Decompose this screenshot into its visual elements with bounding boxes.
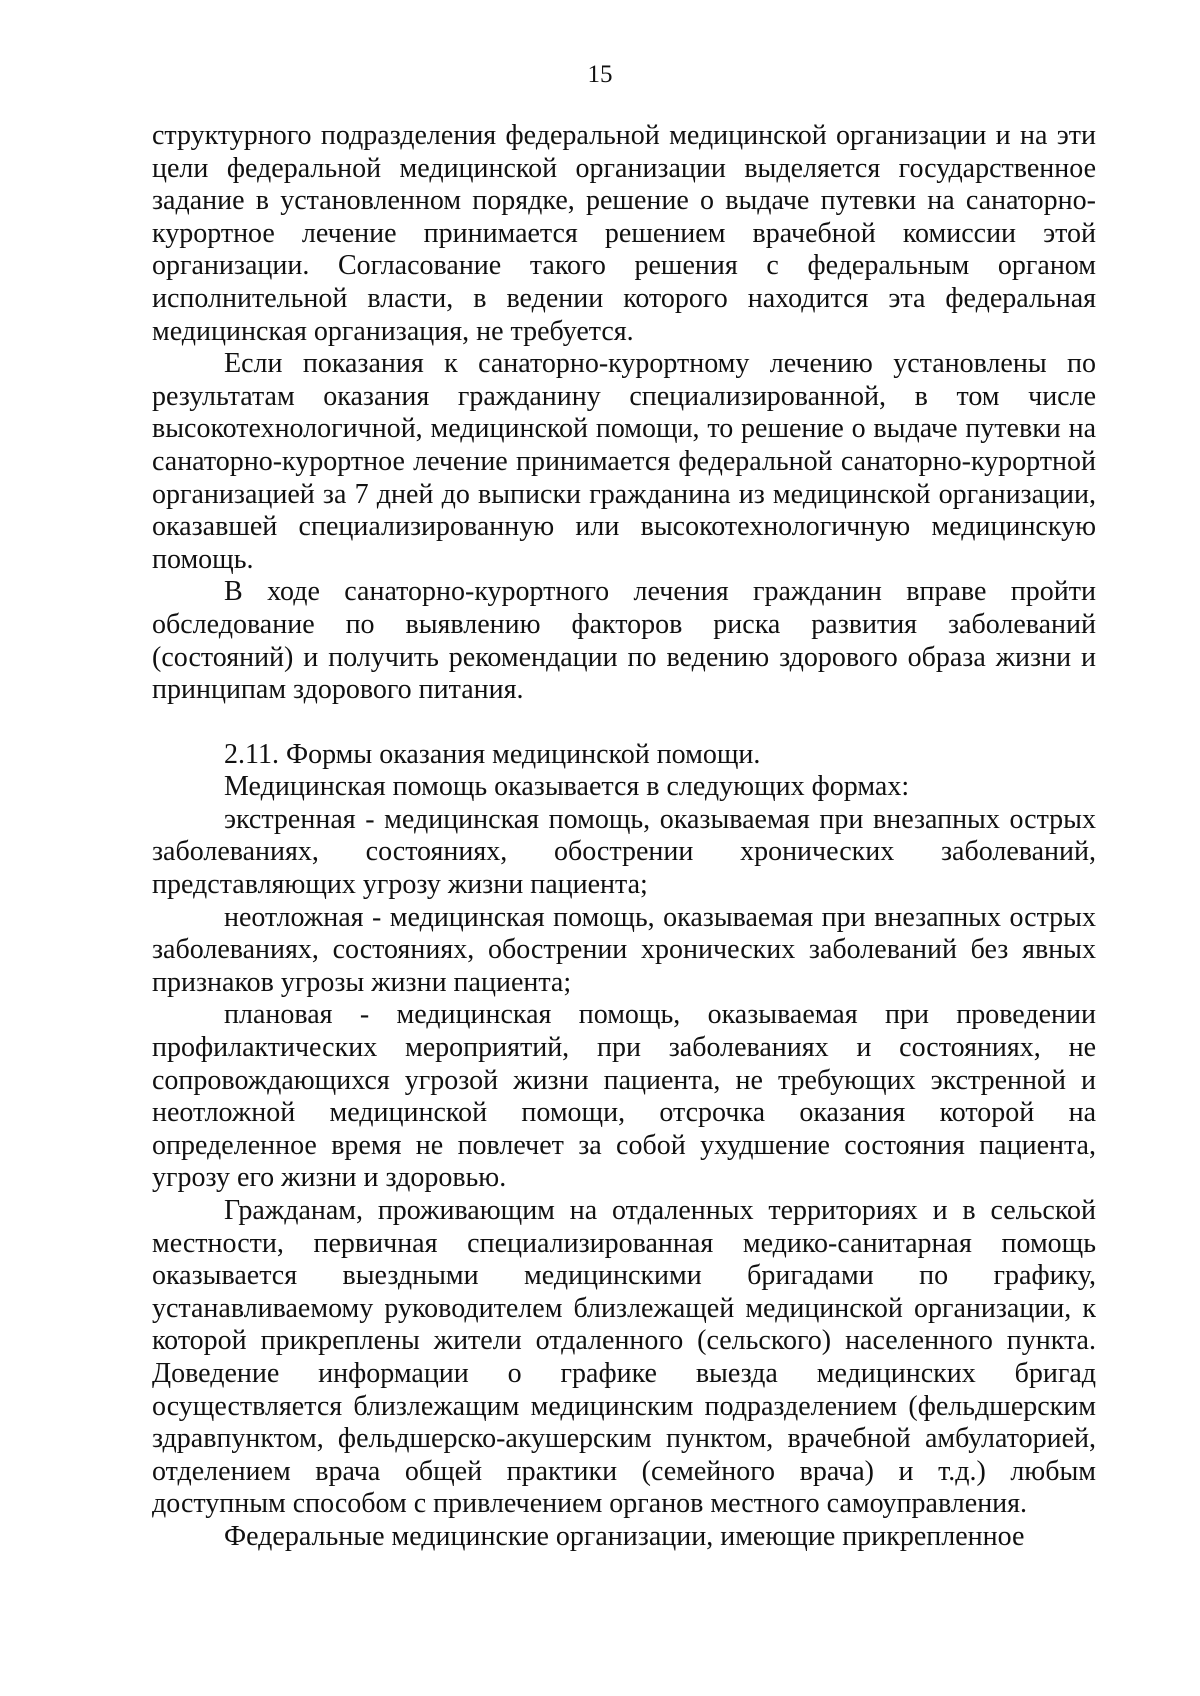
paragraph-emergency-form: экстренная - медицинская помощь, оказываемая при внезапных острых заболеваниях, состояниях, обострении хронических заболеваний, представляющих угрозу жизни пациента;	[152, 803, 1096, 901]
paragraph-continuation: структурного подразделения федеральной медицинской организации и на эти цели федеральной медицинской организации выделяется государственное задание в установленном порядке, решение о выдаче путевки на санаторно-курортное лечение принимается решением врачебной комиссии этой организации. Согласование такого решения с федеральным органом исполнительной власти, в ведении которого находится эта федеральная медицинская организация, не требуется.	[152, 120, 1096, 347]
section-spacer	[152, 707, 1096, 739]
paragraph-planned-form: плановая - медицинская помощь, оказываемая при проведении профилактических мероприятий, при заболеваниях и состояниях, не сопровождающихся угрозой жизни пациента, не требующих экстренной и неотложной медицинской помощи, отсрочка оказания которой на определенное время не повлечет за собой ухудшение состояния пациента, угрозу его жизни и здоровью.	[152, 999, 1096, 1194]
paragraph-sanatorium-examination: В ходе санаторно-курортного лечения гражданин вправе пройти обследование по выявлению факторов риска развития заболеваний (состояний) и получить рекомендации по ведению здорового образа жизни и принципам здорового питания.	[152, 576, 1096, 706]
document-body	[152, 120, 1096, 1554]
section-heading: 2.11. Формы оказания медицинской помощи.	[224, 738, 761, 770]
paragraph-urgent-form: неотложная - медицинская помощь, оказываемая при внезапных острых заболеваниях, состояниях, обострении хронических заболеваний без явных признаков угрозы жизни пациента;	[152, 901, 1096, 998]
page-number: 15	[587, 61, 613, 88]
paragraph-federal-organizations: Федеральные медицинские организации, имеющие прикрепленное	[224, 1520, 1025, 1552]
paragraph-rural-care: Гражданам, проживающим на отдаленных территориях и в сельской местности, первичная специализированная медико-санитарная помощь оказывается выездными медицинскими бригадами по графику, устанавливаемому руководителем близлежащей медицинской организации, к которой прикреплены жители отдаленного (сельского) населенного пункта. Доведение информации о графике выезда медицинских бригад осуществляется близлежащим медицинским подразделением (фельдшерским здравпунктом, фельдшерско-акушерским пунктом, врачебной амбулаторией, отделением врача общей практики (семейного врача) и т.д.) любым доступным способом с привлечением органов местного самоуправления.	[152, 1195, 1096, 1520]
paragraph-sanatorium-indications: Если показания к санаторно-курортному лечению установлены по результатам оказания гражданину специализированной, в том числе высокотехнологичной, медицинской помощи, то решение о выдаче путевки на санаторно-курортное лечение принимается федеральной санаторно-курортной организацией за 7 дней до выписки гражданина из медицинской организации, оказавшей специализированную или высокотехнологичную медицинскую помощь.	[152, 348, 1096, 575]
paragraph-forms-intro: Медицинская помощь оказывается в следующих формах:	[224, 771, 910, 803]
